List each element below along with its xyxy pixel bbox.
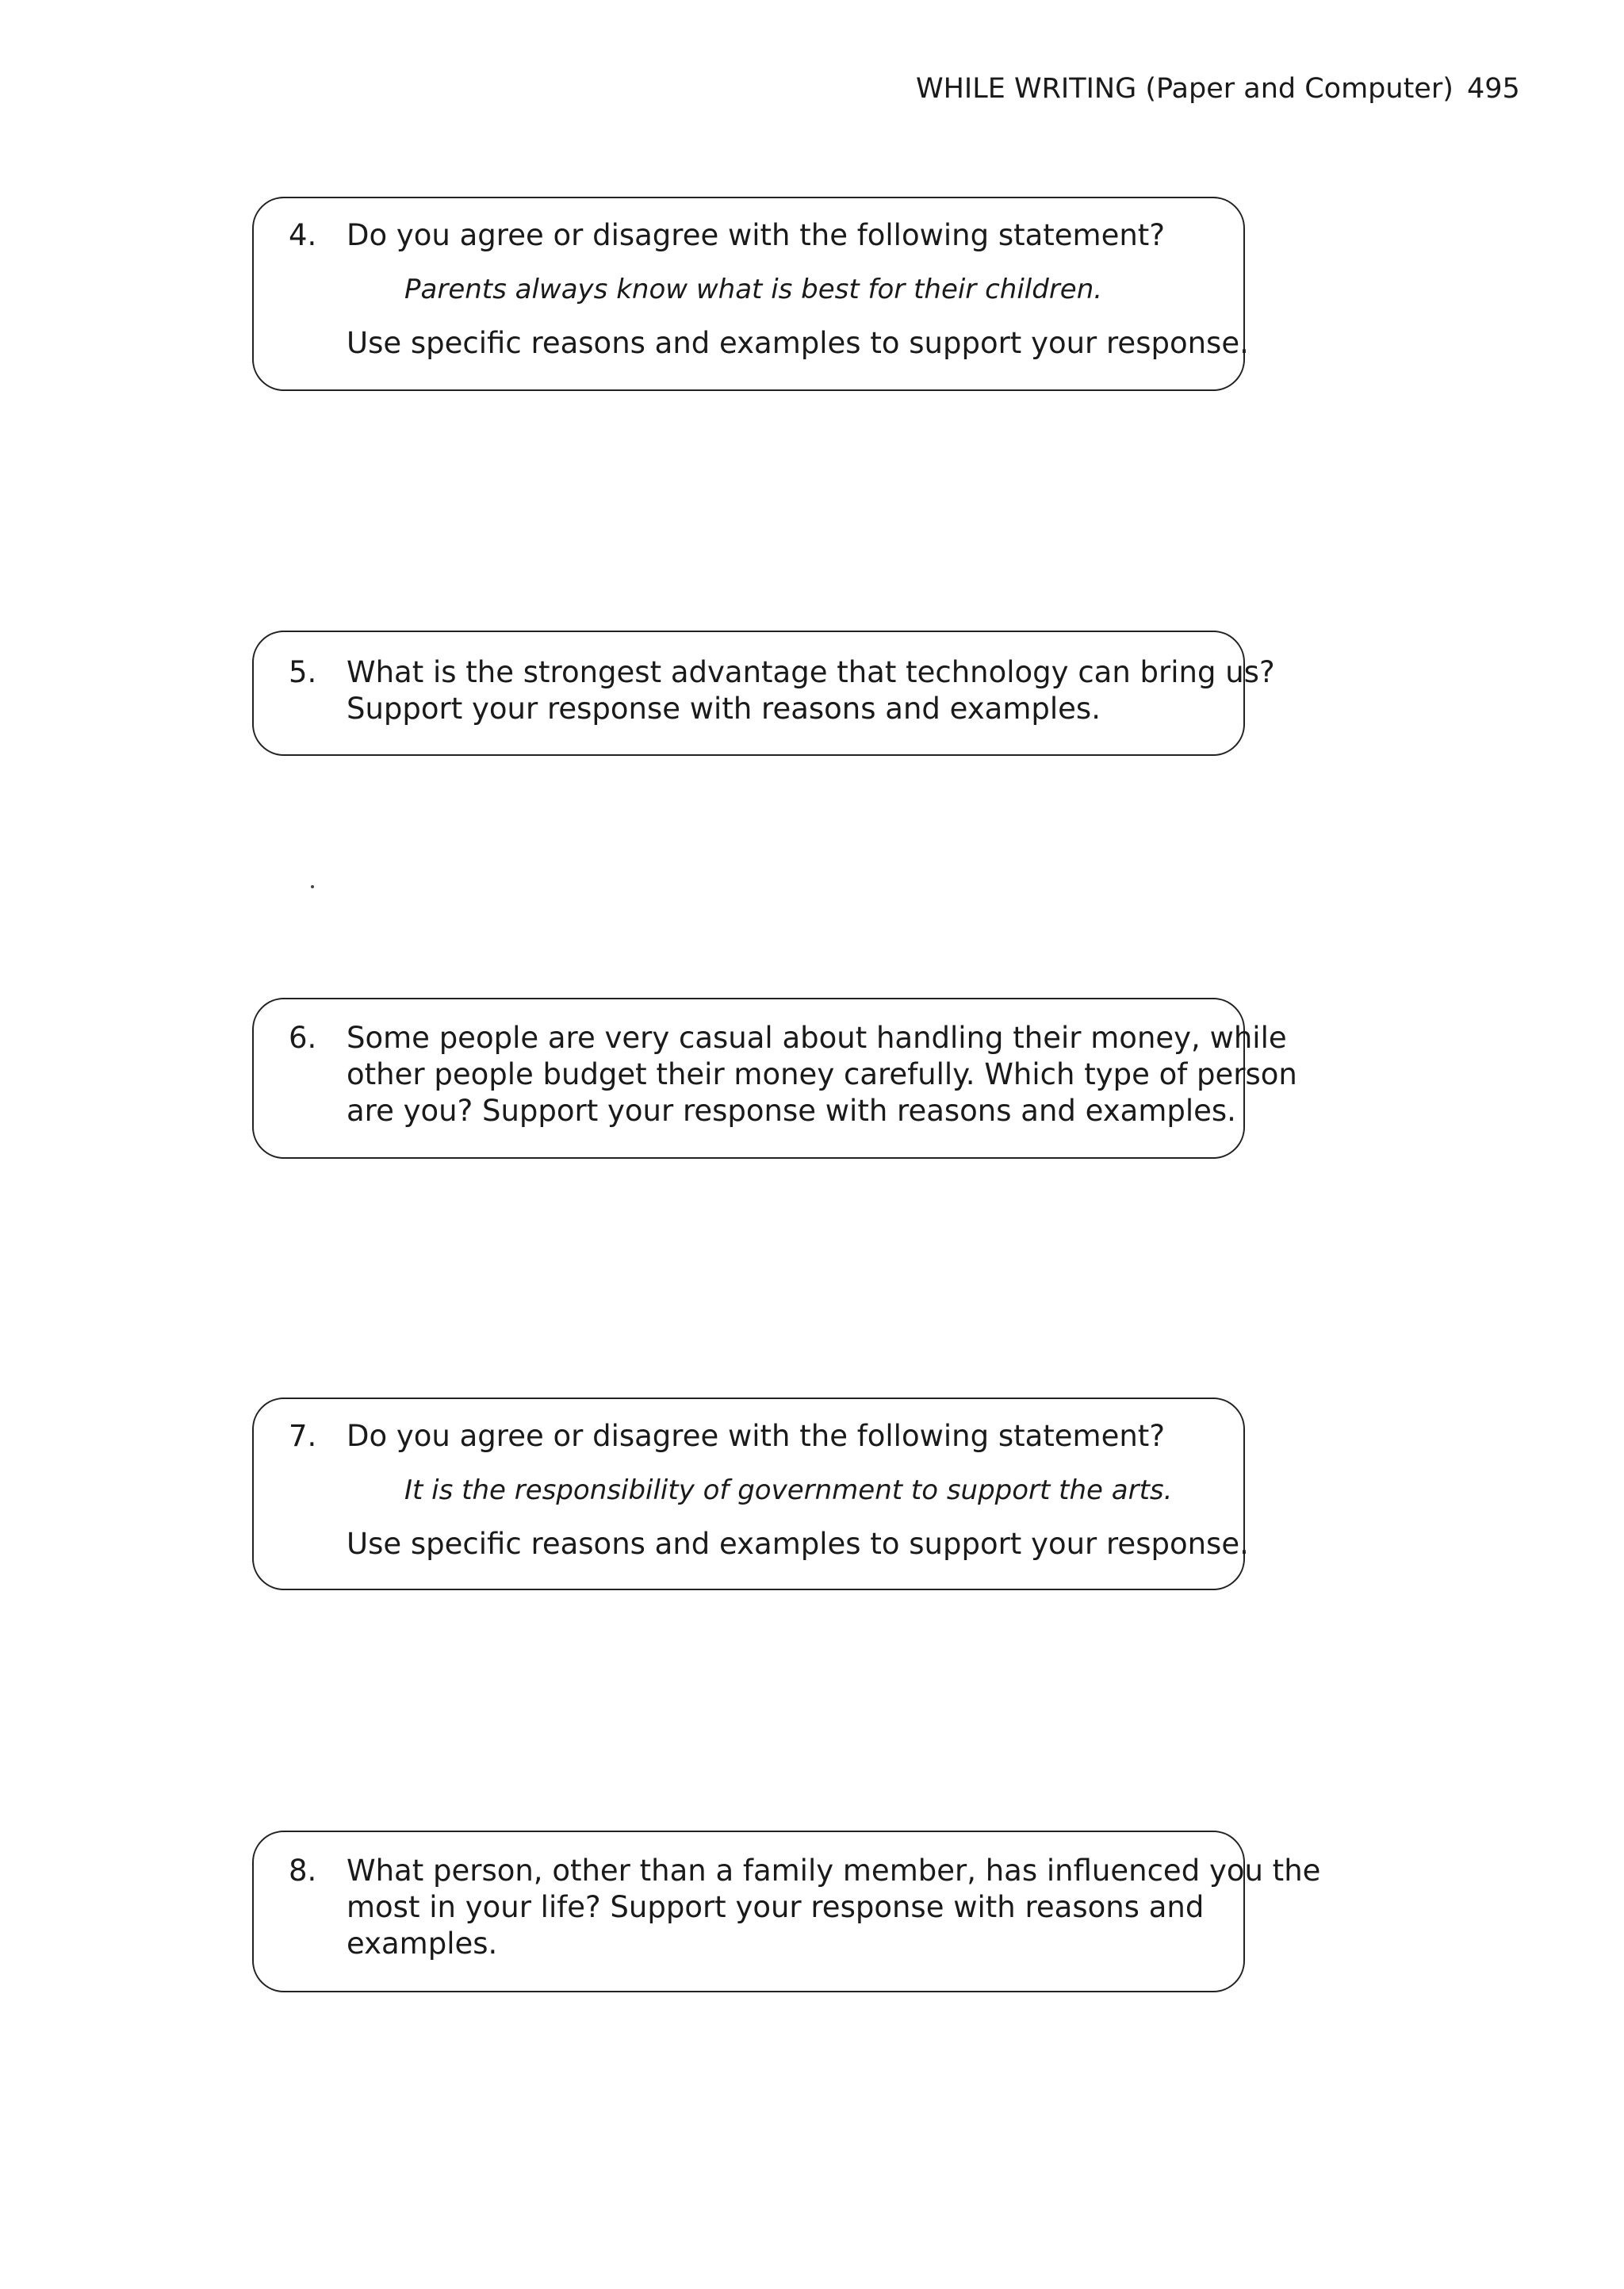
prompt-number: 6. bbox=[289, 1021, 317, 1055]
prompt-box-4 bbox=[252, 197, 1249, 391]
stray-mark bbox=[311, 885, 314, 888]
prompt-box-7 bbox=[252, 1398, 1249, 1590]
prompt-instruction: Use specific reasons and examples to support your response. bbox=[347, 1527, 1249, 1561]
page-number: 495 bbox=[1467, 73, 1520, 105]
prompt-statement: Parents always know what is best for their children. bbox=[404, 274, 1103, 305]
prompt-line: examples. bbox=[347, 1927, 498, 1961]
prompt-number: 8. bbox=[289, 1854, 317, 1888]
prompt-line: What person, other than a family member, has influenced you the bbox=[347, 1854, 1321, 1888]
prompt-box-8 bbox=[252, 1831, 1321, 1992]
prompt-box-5 bbox=[252, 631, 1275, 756]
prompt-line: Support your response with reasons and examples. bbox=[347, 692, 1101, 726]
prompt-number: 5. bbox=[289, 655, 317, 689]
prompt-intro: Do you agree or disagree with the following statement? bbox=[347, 218, 1165, 252]
prompt-number: 7. bbox=[289, 1419, 317, 1453]
prompt-box-6 bbox=[252, 998, 1297, 1159]
prompt-statement: It is the responsibility of government to support the arts. bbox=[404, 1474, 1173, 1506]
prompt-intro: Do you agree or disagree with the following statement? bbox=[347, 1419, 1165, 1453]
prompt-number: 4. bbox=[289, 218, 317, 252]
prompt-line: What is the strongest advantage that technology can bring us? bbox=[347, 655, 1275, 689]
running-head: WHILE WRITING (Paper and Computer) bbox=[916, 73, 1454, 105]
prompt-line: most in your life? Support your response with reasons and bbox=[347, 1890, 1205, 1924]
prompt-line: Some people are very casual about handling their money, while bbox=[347, 1021, 1287, 1055]
prompt-instruction: Use specific reasons and examples to support your response. bbox=[347, 326, 1249, 360]
prompt-line: other people budget their money carefully. Which type of person bbox=[347, 1057, 1297, 1091]
prompt-line: are you? Support your response with reasons and examples. bbox=[347, 1094, 1236, 1128]
